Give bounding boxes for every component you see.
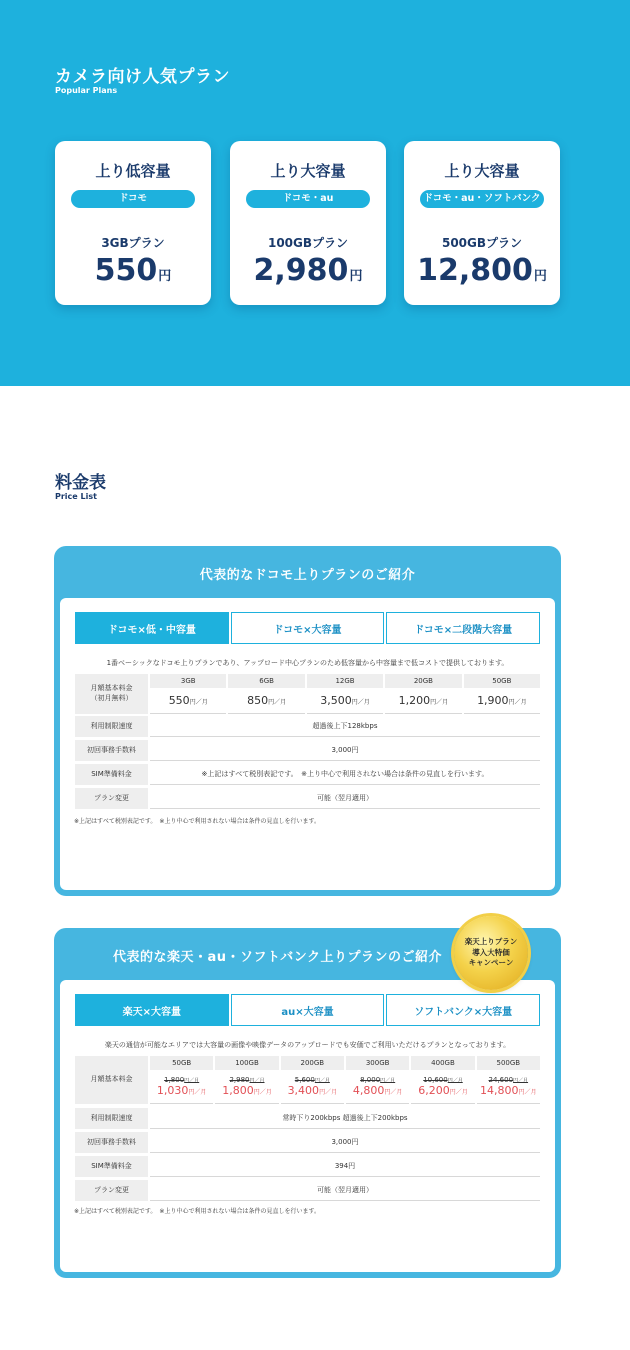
row-label: SIM準備料金: [75, 764, 148, 785]
price-col: [477, 1056, 540, 1104]
price-col-gb: 500GB: [477, 1056, 540, 1070]
price-unit: 円／月: [188, 1089, 207, 1096]
popular-plans-section: [0, 0, 630, 386]
campaign-price: 1,800: [222, 1084, 254, 1097]
price-unit: 円／月: [319, 1089, 338, 1096]
row-label: SIM準備料金: [75, 1156, 148, 1177]
price-col: [464, 674, 540, 714]
price-col-gb: 300GB: [346, 1056, 409, 1070]
plan-name: 3GBプラン: [101, 236, 165, 250]
price-col-gb: 50GB: [150, 1056, 213, 1070]
price-col: [385, 674, 461, 714]
price-col-gb: 200GB: [281, 1056, 344, 1070]
plan-price: [230, 253, 386, 288]
price-value: 550: [168, 694, 190, 707]
tab-softbank-large[interactable]: ソフトバンク×大容量: [386, 994, 540, 1026]
price-unit: 円／月: [268, 699, 287, 706]
old-price: 1,800: [164, 1076, 185, 1084]
plan-price: [55, 253, 211, 288]
row-label: 利用制限速度: [75, 716, 148, 737]
price-col-gb: 20GB: [385, 674, 461, 688]
tab-docomo-two-stage[interactable]: ドコモ×二段階大容量: [386, 612, 540, 644]
plan-price-unit: 円: [158, 269, 172, 284]
price-col-gb: 50GB: [464, 674, 540, 688]
docomo-description: 1番ベーシックなドコモ上りプランであり、アップロード中心プランのため低容量から中容量まで低コストで提供しております。: [106, 659, 509, 667]
others-monthly-row: [75, 1056, 540, 1104]
row-value: 可能（翌月適用）: [150, 788, 540, 809]
plan-card-500gb[interactable]: [404, 141, 560, 305]
price-unit: 円／月: [513, 1078, 529, 1084]
price-col-gb: 3GB: [150, 674, 226, 688]
plan-capacity: 上り低容量: [95, 162, 171, 180]
price-list-subtitle: Price List: [55, 492, 97, 501]
plan-price-unit: 円: [349, 269, 363, 284]
price-col-gb: 100GB: [215, 1056, 278, 1070]
others-price-columns: [150, 1056, 540, 1104]
price-unit: 円／月: [380, 1078, 396, 1084]
medal-line: 導入大特価: [472, 947, 510, 957]
price-unit: 円／月: [351, 699, 370, 706]
plan-price-value: 2,980: [253, 253, 349, 288]
price-unit: 円／月: [314, 1078, 330, 1084]
medal-line: 楽天上りプラン: [464, 937, 518, 947]
row-value: 超過後上下128kbps: [150, 716, 540, 737]
docomo-note: ※上記はすべて税別表記です。 ※上り中心で利用されない場合は条件の見直しを行います。: [74, 818, 320, 825]
price-col-gb: 12GB: [307, 674, 383, 688]
plan-name: 500GBプラン: [441, 236, 523, 250]
price-col: [215, 1056, 278, 1104]
price-value: 3,500: [320, 694, 352, 707]
price-value: 1,200: [398, 694, 431, 707]
price-unit: 円／月: [253, 1089, 272, 1096]
old-price: 10,600: [423, 1076, 448, 1084]
campaign-price: 1,030: [156, 1084, 189, 1097]
monthly-fee-label: 月額基本料金: [75, 1056, 148, 1104]
plan-card-3gb[interactable]: [55, 141, 211, 305]
docomo-fee-row: [75, 740, 540, 761]
row-label: 利用制限速度: [75, 1108, 148, 1129]
others-speed-row: [75, 1108, 540, 1129]
campaign-price: 3,400: [287, 1084, 320, 1097]
price-col-gb: 400GB: [411, 1056, 474, 1070]
docomo-change-row: [75, 788, 540, 809]
row-value: 常時下り200kbps 超過後上下200kbps: [150, 1108, 540, 1129]
old-price: 5,600: [294, 1076, 315, 1084]
others-description: 楽天の通信が可能なエリアでは大容量の画像や映像データのアップロードでも安価でご利用いただけるプランとなっております。: [104, 1041, 511, 1049]
plan-capacity: 上り大容量: [270, 162, 346, 180]
price-value: 1,900: [477, 694, 509, 707]
price-col-gb: 6GB: [228, 674, 304, 688]
campaign-price: 4,800: [352, 1084, 385, 1097]
others-tabs: [75, 994, 540, 1026]
row-label: 初回事務手数料: [75, 740, 148, 761]
plan-carrier-badge: ドコモ: [71, 190, 195, 208]
others-change-row: [75, 1180, 540, 1201]
plan-price: [404, 253, 560, 288]
campaign-medal-badge: [454, 916, 528, 990]
plan-price-value: 550: [94, 253, 158, 288]
price-unit: 円／月: [184, 1078, 200, 1084]
docomo-price-columns: [150, 674, 540, 714]
price-col: [281, 1056, 344, 1104]
monthly-fee-label-text: 月額基本料金: [90, 684, 133, 693]
row-value: ※上記はすべて税別表記です。 ※上り中心で利用されない場合は条件の見直しを行います。: [150, 764, 540, 785]
row-label: プラン変更: [75, 788, 148, 809]
row-value: 394円: [150, 1156, 540, 1177]
price-col: [150, 1056, 213, 1104]
docomo-panel-body: [60, 598, 555, 890]
monthly-fee-label: [75, 674, 148, 714]
docomo-speed-row: [75, 716, 540, 737]
price-unit: 円／月: [384, 1089, 403, 1096]
others-fee-row: [75, 1132, 540, 1153]
plan-carrier-badge: ドコモ・au: [246, 190, 370, 208]
tab-rakuten-large[interactable]: 楽天×大容量: [75, 994, 229, 1026]
price-list-title: 料金表: [55, 473, 106, 493]
price-col: [150, 674, 226, 714]
price-value: 850: [247, 694, 269, 707]
others-note: ※上記はすべて税別表記です。 ※上り中心で利用されない場合は条件の見直しを行います。: [74, 1208, 320, 1215]
price-unit: 円／月: [249, 1078, 265, 1084]
medal-line: キャンペーン: [468, 958, 514, 968]
price-unit: 円／月: [449, 1089, 468, 1096]
tab-au-large[interactable]: au×大容量: [231, 994, 385, 1026]
others-sim-row: [75, 1156, 540, 1177]
plan-carrier-badge: ドコモ・au・ソフトバンク: [420, 190, 544, 208]
price-unit: 円／月: [508, 699, 527, 706]
row-value: 3,000円: [150, 1132, 540, 1153]
row-label: プラン変更: [75, 1180, 148, 1201]
tab-docomo-large[interactable]: ドコモ×大容量: [231, 612, 385, 644]
price-unit: 円／月: [430, 699, 449, 706]
docomo-plans-panel: [54, 546, 561, 896]
popular-plans-subtitle: Popular Plans: [55, 86, 118, 95]
plan-price-value: 12,800: [417, 253, 533, 288]
price-unit: 円／月: [447, 1078, 463, 1084]
plan-card-100gb[interactable]: [230, 141, 386, 305]
row-value: 可能（翌月適用）: [150, 1180, 540, 1201]
docomo-panel-title: 代表的なドコモ上りプランのご紹介: [199, 568, 416, 583]
plan-capacity: 上り大容量: [444, 162, 520, 180]
first-month-free-text: （初月無料）: [90, 694, 133, 702]
row-label: 初回事務手数料: [75, 1132, 148, 1153]
others-panel-body: [60, 980, 555, 1272]
plan-name: 100GBプラン: [267, 236, 349, 250]
old-price: 8,000: [360, 1076, 381, 1084]
row-value: 3,000円: [150, 740, 540, 761]
docomo-sim-row: [75, 764, 540, 785]
old-price: 24,600: [488, 1076, 514, 1084]
old-price: 2,980: [229, 1076, 250, 1084]
docomo-tabs: [75, 612, 540, 644]
others-panel-title: 代表的な楽天・au・ソフトバンク上りプランのご紹介: [112, 950, 442, 965]
price-col: [411, 1056, 474, 1104]
campaign-price: 14,800: [480, 1084, 519, 1097]
campaign-price: 6,200: [418, 1084, 450, 1097]
plan-price-unit: 円: [533, 269, 547, 284]
price-col: [228, 674, 304, 714]
price-unit: 円／月: [518, 1089, 537, 1096]
popular-plans-title: カメラ向け人気プラン: [55, 67, 230, 87]
price-unit: 円／月: [189, 699, 208, 706]
tab-docomo-low-mid[interactable]: ドコモ×低・中容量: [75, 612, 229, 644]
price-col: [307, 674, 383, 714]
docomo-monthly-row: [75, 674, 540, 714]
price-col: [346, 1056, 409, 1104]
